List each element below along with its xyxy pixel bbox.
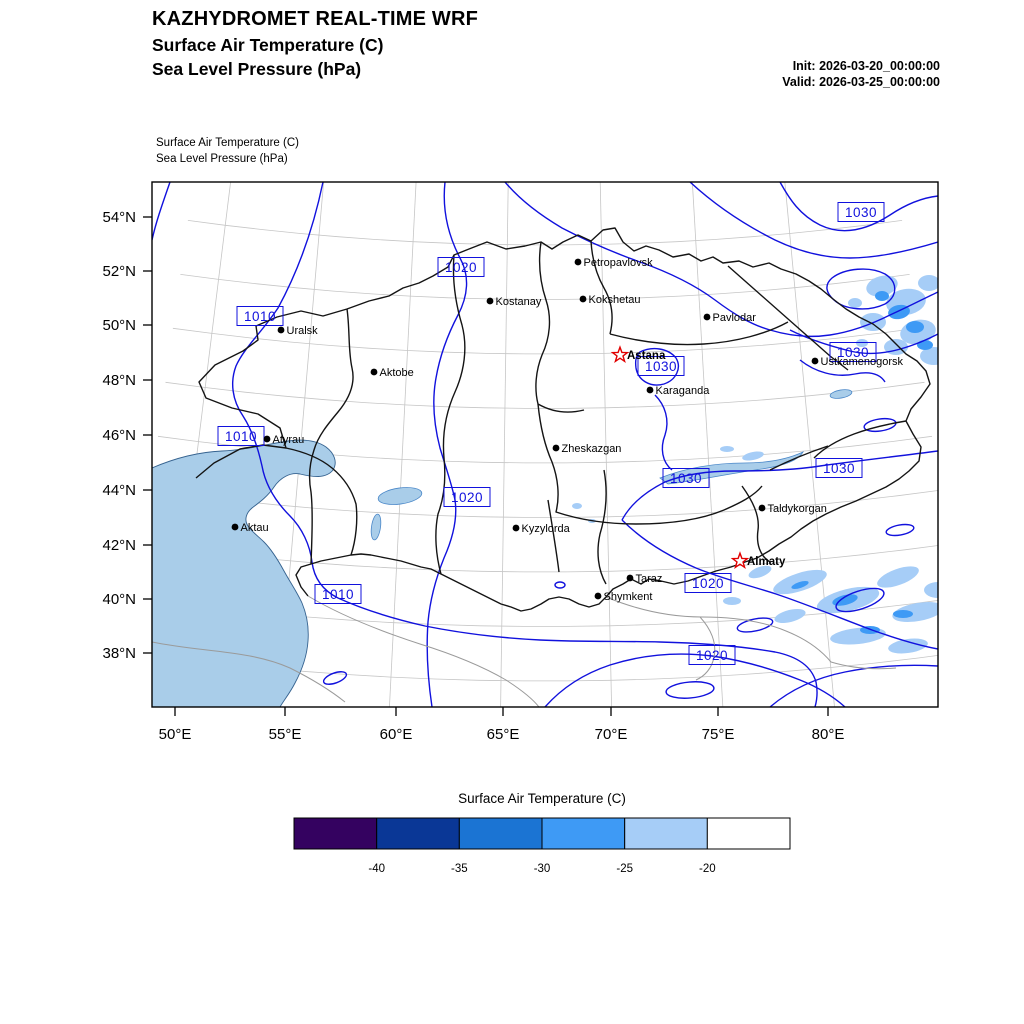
city-label: Petropavlovsk — [583, 257, 653, 269]
caspian-sea — [152, 440, 335, 707]
city-dot — [759, 505, 766, 512]
capital-star-icon — [613, 347, 628, 361]
city-dot — [812, 358, 819, 365]
cold-patch — [773, 606, 807, 625]
pressure-contour-label: 1020 — [450, 490, 484, 505]
y-axis-tick-label: 50°N — [102, 317, 136, 334]
isobar-loop — [555, 582, 565, 588]
city-label: Aktobe — [379, 367, 414, 379]
colder-core — [917, 340, 933, 350]
figure-variable-2: Sea Level Pressure (hPa) — [152, 59, 362, 79]
cold-patch — [720, 446, 734, 452]
oblast-border — [310, 309, 353, 564]
colder-core — [906, 321, 924, 333]
graticule-meridian — [782, 152, 836, 722]
city-label: Karaganda — [655, 385, 710, 397]
city-label: Almaty — [747, 556, 786, 568]
x-axis-tick-label: 50°E — [158, 726, 192, 743]
map-subtitle-2: Sea Level Pressure (hPa) — [156, 152, 288, 165]
pressure-contour-label: 1030 — [844, 205, 878, 220]
graticule-meridian — [388, 160, 417, 732]
colorbar-segment — [294, 818, 377, 849]
valid-time: Valid: 2026-03-25_00:00:00 — [782, 75, 940, 89]
colorbar-segment — [625, 818, 708, 849]
city-dot — [232, 524, 239, 531]
y-axis-tick-label: 42°N — [102, 537, 136, 554]
city-label: Taldykorgan — [767, 503, 827, 515]
oblast-border — [610, 322, 788, 345]
map-subtitle-1: Surface Air Temperature (C) — [156, 137, 299, 149]
city-dot — [704, 314, 711, 321]
aral-sea — [377, 485, 423, 507]
oblast-border — [536, 242, 584, 412]
cold-patch — [741, 450, 764, 462]
colorbar-tick-label: -30 — [533, 863, 551, 875]
colorbar — [294, 791, 790, 875]
city-label: Zheskazgan — [561, 443, 622, 455]
pressure-contour-label: 1030 — [836, 345, 870, 360]
x-axis-tick-label: 55°E — [268, 726, 302, 743]
lake-zaysan — [829, 388, 852, 400]
pressure-contour-label: 1020 — [691, 576, 725, 591]
city-label: Atyrau — [272, 434, 305, 446]
cold-patch — [875, 562, 922, 592]
y-axis-tick-label: 46°N — [102, 427, 136, 444]
colorbar-tick-label: -40 — [368, 863, 386, 875]
city-dot — [580, 296, 587, 303]
colorbar-tick-label: -20 — [698, 863, 716, 875]
neighbor-border — [308, 596, 539, 707]
oblast-border — [742, 486, 770, 562]
city-dot — [264, 436, 271, 443]
aral-sea-east — [370, 514, 383, 541]
city-dot — [278, 327, 285, 334]
pressure-contour-label: 1030 — [822, 461, 856, 476]
water-layer — [152, 388, 856, 707]
graticule-parallel — [166, 382, 925, 408]
colorbar-segment — [459, 818, 542, 849]
colder-core — [893, 610, 913, 618]
isobar-loop — [665, 680, 714, 700]
cold-patch — [723, 597, 741, 605]
cold-patch — [572, 503, 582, 509]
oblast-border — [548, 500, 559, 572]
city-label: Ustkamenogorsk — [820, 356, 904, 368]
city-dot — [627, 575, 634, 582]
oblast-border — [598, 470, 606, 584]
y-axis-tick-label: 44°N — [102, 482, 136, 499]
x-axis-tick-label: 65°E — [486, 726, 520, 743]
isobar-loop — [863, 417, 896, 433]
isobar — [690, 182, 938, 258]
isobar — [152, 182, 170, 240]
cities-layer — [232, 257, 904, 603]
graticule-parallel — [188, 220, 902, 245]
y-axis-tick-label: 52°N — [102, 263, 136, 280]
colder-core — [875, 291, 889, 301]
oblast-border — [436, 255, 465, 574]
city-label: Kyzylorda — [521, 523, 570, 535]
city-dot — [513, 525, 520, 532]
x-axis-tick-label: 80°E — [811, 726, 845, 743]
isobar-loop — [885, 523, 914, 538]
city-dot — [575, 259, 582, 266]
city-label: Astana — [627, 350, 666, 362]
figure-title: KAZHYDROMET REAL-TIME WRF — [152, 8, 479, 30]
pressure-contour-label: 1020 — [444, 260, 478, 275]
pressure-contour-label: 1030 — [644, 359, 678, 374]
city-label: Shymkent — [603, 591, 653, 603]
colorbar-title: Surface Air Temperature (C) — [458, 791, 626, 806]
city-label: Aktau — [240, 522, 269, 534]
pressure-contour-label: 1010 — [321, 587, 355, 602]
city-dot — [595, 593, 602, 600]
city-label: Pavlodar — [712, 312, 756, 324]
city-label: Taraz — [635, 573, 663, 585]
pressure-contour-label: 1010 — [243, 309, 277, 324]
city-label: Kostanay — [495, 296, 542, 308]
isobar — [770, 665, 938, 707]
figure-variable-1: Surface Air Temperature (C) — [152, 35, 384, 55]
pressure-contour-label: 1020 — [695, 648, 729, 663]
city-dot — [553, 445, 560, 452]
y-axis-tick-label: 48°N — [102, 372, 136, 389]
x-axis-tick-label: 70°E — [594, 726, 628, 743]
colorbar-segment — [377, 818, 460, 849]
init-time: Init: 2026-03-20_00:00:00 — [792, 59, 940, 73]
oblast-border — [814, 421, 906, 458]
city-dot — [487, 298, 494, 305]
colorbar-tick-label: -25 — [616, 863, 634, 875]
colorbar-segment — [542, 818, 625, 849]
x-axis-tick-label: 75°E — [701, 726, 735, 743]
city-dot — [371, 369, 378, 376]
y-axis-tick-label: 54°N — [102, 209, 136, 226]
city-label: Uralsk — [286, 325, 318, 337]
isobar-loop — [322, 669, 348, 687]
pressure-contour-label: 1030 — [669, 471, 703, 486]
cold-patch — [918, 275, 940, 291]
colorbar-tick-label: -35 — [450, 863, 468, 875]
y-axis-tick-label: 40°N — [102, 591, 136, 608]
cold-patch — [848, 298, 862, 308]
colorbar-segment — [707, 818, 790, 849]
graticule-parallel — [173, 328, 917, 354]
city-label: Kokshetau — [588, 294, 641, 306]
y-axis-tick-label: 38°N — [102, 645, 136, 662]
city-dot — [647, 387, 654, 394]
pressure-contour-label: 1010 — [224, 429, 258, 444]
contour-labels-layer — [218, 203, 884, 665]
x-axis-tick-label: 60°E — [379, 726, 413, 743]
